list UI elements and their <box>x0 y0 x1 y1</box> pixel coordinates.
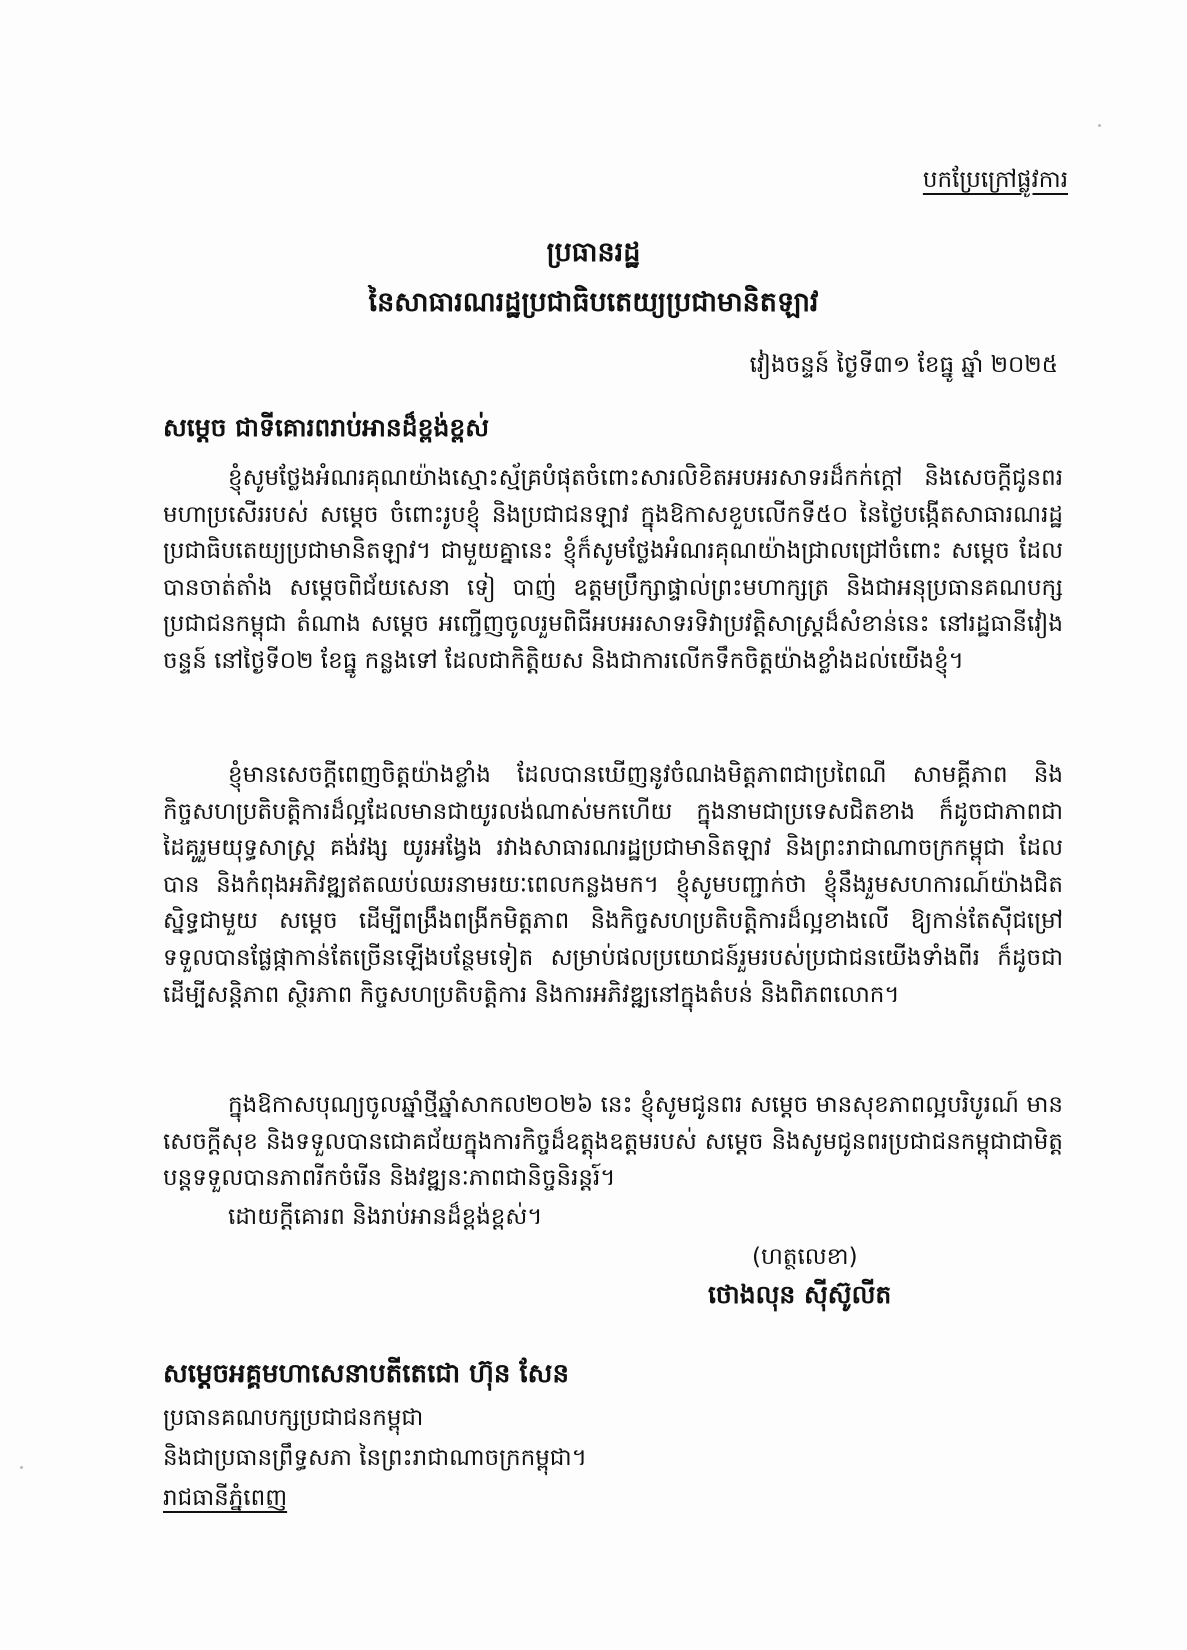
place-date: វៀងចន្ទន៍ ថ្ងៃទី៣១ ខែធ្នូ ឆ្នាំ ២០២៥ <box>749 352 1058 378</box>
signature-note: (ហត្ថលេខា) <box>752 1244 858 1270</box>
sender-title: ប្រធានរដ្ឋ <box>546 237 641 268</box>
recipient-city: រាជធានីភ្នំពេញ <box>163 1485 288 1511</box>
scan-speck <box>20 1466 23 1469</box>
sender-country: នៃសាធារណរដ្ឋប្រជាធិបតេយ្យប្រជាមានិតឡាវ <box>368 287 819 318</box>
body-paragraph-1: ខ្ញុំសូមថ្លែងអំណរគុណយ៉ាងស្មោះស្ម័គ្របំផុតចំពោះសារលិខិតអបអរសាទរដ៏កក់ក្តៅ និងសេចក្តីជូនពរមហាប្រសើររបស់ សម្តេច ចំពោះរូបខ្ញុំ និងប្រជាជនឡាវ ក្នុងឱកាសខួបលើកទី៥០ នៃថ្ងៃបង្កើតសាធារណរដ្ឋប្រជាធិបតេយ្យប្រជាមានិតឡាវ។ ជាមួយគ្នានេះ ខ្ញុំក៏សូមថ្លែងអំណរគុណយ៉ាងជ្រាលជ្រៅចំពោះ សម្តេច ដែលបានចាត់តាំង សម្តេចពិជ័យសេនា ទៀ បាញ់ ឧត្តមប្រឹក្សាផ្ទាល់ព្រះមហាក្សត្រ និងជាអនុប្រធានគណបក្សប្រជាជនកម្ពុជា តំណាង សម្តេច អញ្ជើញចូលរួមពិធីអបអរសាទរទិវាប្រវត្តិសាស្ត្រដ៏សំខាន់នេះ នៅរដ្ឋធានីវៀងចន្ទន៍ នៅថ្ងៃទី០២ ខែធ្នូ កន្លងទៅ ដែលជាកិត្តិយស និងជាការលើកទឹកចិត្តយ៉ាងខ្លាំងដល់យើងខ្ញុំ។ <box>163 465 1063 674</box>
recipient-position-1: ប្រធានគណបក្សប្រជាជនកម្ពុជា <box>163 1405 424 1431</box>
closing-line: ដោយក្តីគោរព និងរាប់អានដ៏ខ្ពង់ខ្ពស់។ <box>228 1204 543 1230</box>
body-paragraph-2: ខ្ញុំមានសេចក្តីពេញចិត្តយ៉ាងខ្លាំង ដែលបានឃើញនូវចំណងមិត្តភាពជាប្រពៃណី សាមគ្គីភាព និងកិច្ចសហប្រតិបត្តិការដ៏ល្អដែលមានជាយូរលង់ណាស់មកហើយ ក្នុងនាមជាប្រទេសជិតខាង ក៏ដូចជាភាពជាដៃគូរួមយុទ្ធសាស្ត្រ គង់វង្ស យូរអង្វែង រវាងសាធារណរដ្ឋប្រជាមានិតឡាវ និងព្រះរាជាណាចក្រកម្ពុជា ដែលបាន និងកំពុងអភិវឌ្ឍឥតឈប់ឈរនាមរយៈពេលកន្លងមក។ ខ្ញុំសូមបញ្ជាក់ថា ខ្ញុំនឹងរួមសហការណ៍យ៉ាងជិតស្និទ្ធជាមួយ សម្តេច ដើម្បីពង្រឹងពង្រីកមិត្តភាព និងកិច្ចសហប្រតិបត្តិការដ៏ល្អខាងលើ ឱ្យកាន់តែស៊ីជម្រៅ ទទួលបានផ្លែផ្កាកាន់តែច្រើនឡើងបន្ថែមទៀត សម្រាប់ផលប្រយោជន៍រួមរបស់ប្រជាជនយើងទាំងពីរ ក៏ដូចជាដើម្បីសន្តិភាព ស្ថិរភាព កិច្ចសហប្រតិបត្តិការ និងការអភិវឌ្ឍនៅក្នុងតំបន់ និងពិភពលោក។ <box>163 762 1063 1008</box>
salutation: សម្តេច ជាទីគោរពរាប់អានដ៏ខ្ពង់ខ្ពស់ <box>163 413 490 442</box>
recipient-name: សម្តេចអគ្គមហាសេនាបតីតេជោ ហ៊ុន សែន <box>163 1359 569 1389</box>
body-paragraph-3: ក្នុងឱកាសបុណ្យចូលឆ្នាំថ្មីឆ្នាំសាកល២០២៦ នេះ ខ្ញុំសូមជូនពរ សម្តេច មានសុខភាពល្អបរិបូរណ៍ មានសេចក្តីសុខ និងទទួលបានជោគជ័យក្នុងការកិច្ចដ៏ឧត្តុងឧត្តមរបស់ សម្តេច និងសូមជូនពរប្រជាជនកម្ពុជាជាមិត្ត បន្តទទួលបានភាពរីកចំរើន និងវឌ្ឍនៈភាពជានិច្ចនិរន្តរ៍។ <box>163 1092 1063 1192</box>
scan-speck <box>1098 124 1101 127</box>
recipient-position-2: និងជាប្រធានព្រឹទ្ធសភា នៃព្រះរាជាណាចក្រកម្ពុជា។ <box>163 1445 587 1471</box>
classification-label: បកប្រែក្រៅផ្លូវការ <box>922 167 1068 193</box>
signatory-name: ថោងលុន ស៊ីស៊ូលីត <box>708 1280 892 1309</box>
